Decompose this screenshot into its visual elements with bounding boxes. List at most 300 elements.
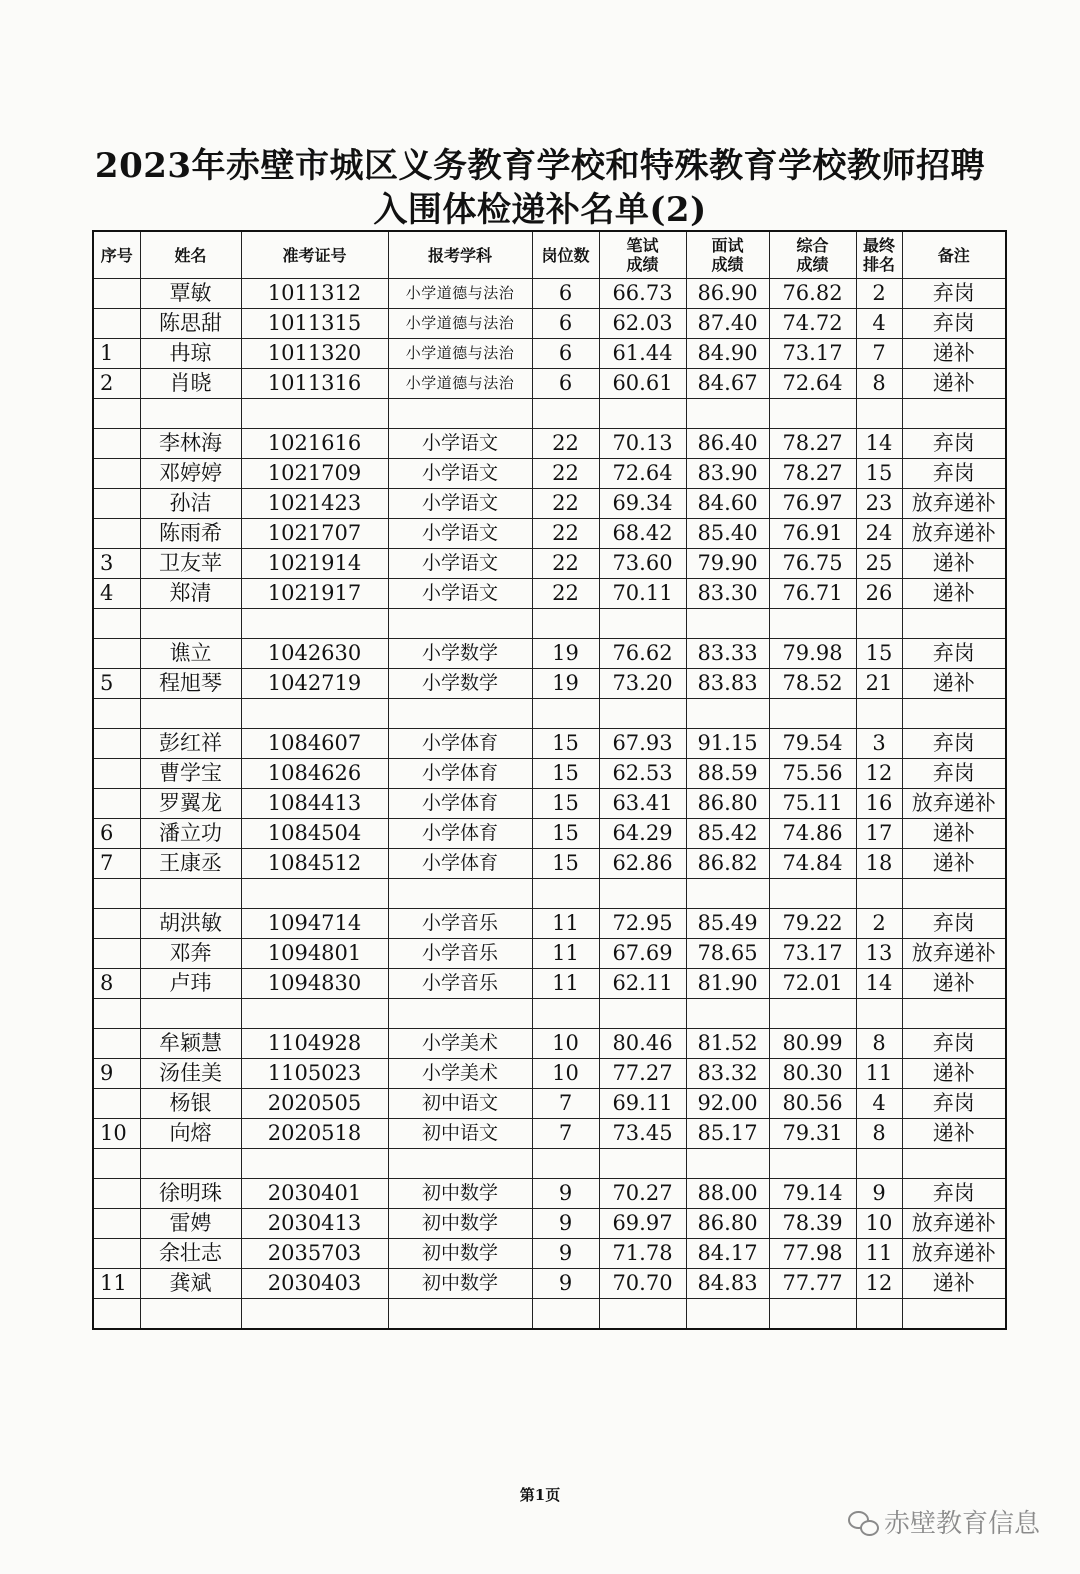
cell-overall-score <box>769 609 856 639</box>
cell-exam-id <box>241 1149 388 1179</box>
cell-subject <box>388 879 532 909</box>
header-interview-line1: 面试 <box>711 236 744 255</box>
cell-written-score: 62.03 <box>599 309 686 339</box>
cell-positions: 6 <box>532 369 599 399</box>
cell-name: 曹学宝 <box>140 759 241 789</box>
cell-final-rank: 23 <box>856 489 902 519</box>
cell-name: 冉琼 <box>140 339 241 369</box>
cell-subject <box>388 999 532 1029</box>
cell-name: 卫友苹 <box>140 549 241 579</box>
cell-subject <box>388 399 532 429</box>
cell-subject: 初中数学 <box>388 1179 532 1209</box>
cell-subject <box>388 1149 532 1179</box>
cell-index: 11 <box>93 1269 140 1299</box>
cell-overall-score: 79.31 <box>769 1119 856 1149</box>
cell-subject: 初中数学 <box>388 1269 532 1299</box>
cell-positions: 22 <box>532 429 599 459</box>
cell-positions: 11 <box>532 939 599 969</box>
table-row <box>93 729 1006 759</box>
cell-overall-score <box>769 699 856 729</box>
cell-overall-score: 76.91 <box>769 519 856 549</box>
cell-index <box>93 789 140 819</box>
cell-index: 3 <box>93 549 140 579</box>
cell-overall-score: 79.98 <box>769 639 856 669</box>
cell-remark: 递补 <box>902 969 1006 999</box>
cell-overall-score: 75.56 <box>769 759 856 789</box>
table-row <box>93 1239 1006 1269</box>
cell-interview-score <box>686 999 769 1029</box>
blank-separator-row <box>93 1149 1006 1179</box>
cell-final-rank: 24 <box>856 519 902 549</box>
cell-final-rank: 9 <box>856 1179 902 1209</box>
candidate-table <box>92 230 1007 1330</box>
cell-exam-id: 1094830 <box>241 969 388 999</box>
document-title: 2023年赤壁市城区义务教育学校和特殊教育学校教师招聘 <box>94 146 986 186</box>
cell-positions: 11 <box>532 909 599 939</box>
blank-separator-row <box>93 399 1006 429</box>
cell-final-rank: 12 <box>856 759 902 789</box>
cell-written-score: 69.34 <box>599 489 686 519</box>
cell-subject: 小学音乐 <box>388 939 532 969</box>
cell-remark: 递补 <box>902 849 1006 879</box>
cell-name: 牟颖慧 <box>140 1029 241 1059</box>
header-rank-line2: 排名 <box>862 255 895 274</box>
cell-positions: 6 <box>532 339 599 369</box>
cell-written-score: 69.11 <box>599 1089 686 1119</box>
cell-interview-score: 86.40 <box>686 429 769 459</box>
cell-name: 邓奔 <box>140 939 241 969</box>
cell-written-score: 61.44 <box>599 339 686 369</box>
cell-remark: 递补 <box>902 579 1006 609</box>
cell-subject: 小学数学 <box>388 639 532 669</box>
cell-exam-id: 1021707 <box>241 519 388 549</box>
cell-final-rank <box>856 1299 902 1330</box>
cell-written-score: 72.95 <box>599 909 686 939</box>
cell-name <box>140 879 241 909</box>
cell-final-rank: 15 <box>856 639 902 669</box>
cell-written-score: 80.46 <box>599 1029 686 1059</box>
cell-index <box>93 1089 140 1119</box>
cell-final-rank: 18 <box>856 849 902 879</box>
header-written-line1: 笔试 <box>626 236 659 255</box>
cell-written-score: 72.64 <box>599 459 686 489</box>
cell-index: 1 <box>93 339 140 369</box>
cell-positions: 6 <box>532 309 599 339</box>
cell-index <box>93 879 140 909</box>
page-number: 第1页 <box>519 1486 561 1504</box>
cell-positions <box>532 1299 599 1330</box>
cell-written-score: 66.73 <box>599 279 686 309</box>
cell-positions: 9 <box>532 1269 599 1299</box>
cell-exam-id: 1042719 <box>241 669 388 699</box>
table-row <box>93 459 1006 489</box>
cell-index <box>93 1029 140 1059</box>
cell-remark <box>902 699 1006 729</box>
cell-positions: 15 <box>532 729 599 759</box>
table-row <box>93 1059 1006 1089</box>
cell-interview-score: 83.83 <box>686 669 769 699</box>
cell-written-score: 73.20 <box>599 669 686 699</box>
table-row <box>93 489 1006 519</box>
cell-overall-score: 79.14 <box>769 1179 856 1209</box>
cell-index <box>93 429 140 459</box>
cell-remark: 弃岗 <box>902 279 1006 309</box>
cell-overall-score: 80.56 <box>769 1089 856 1119</box>
cell-name: 卢玮 <box>140 969 241 999</box>
cell-positions: 22 <box>532 549 599 579</box>
cell-remark: 放弃递补 <box>902 489 1006 519</box>
header-exam-id: 准考证号 <box>241 231 388 279</box>
cell-interview-score: 86.80 <box>686 789 769 819</box>
cell-remark: 递补 <box>902 549 1006 579</box>
cell-interview-score: 86.90 <box>686 279 769 309</box>
cell-overall-score: 74.84 <box>769 849 856 879</box>
cell-interview-score: 84.83 <box>686 1269 769 1299</box>
cell-positions <box>532 699 599 729</box>
cell-positions <box>532 399 599 429</box>
cell-overall-score: 72.64 <box>769 369 856 399</box>
cell-interview-score: 91.15 <box>686 729 769 759</box>
cell-overall-score: 76.97 <box>769 489 856 519</box>
cell-name: 陈雨希 <box>140 519 241 549</box>
cell-exam-id: 2035703 <box>241 1239 388 1269</box>
cell-exam-id <box>241 879 388 909</box>
cell-positions: 22 <box>532 459 599 489</box>
cell-written-score <box>599 879 686 909</box>
cell-overall-score: 73.17 <box>769 339 856 369</box>
cell-positions <box>532 999 599 1029</box>
cell-final-rank <box>856 399 902 429</box>
cell-remark: 放弃递补 <box>902 939 1006 969</box>
header-final-rank <box>856 231 902 279</box>
cell-exam-id: 2020518 <box>241 1119 388 1149</box>
cell-exam-id: 1011312 <box>241 279 388 309</box>
cell-final-rank <box>856 999 902 1029</box>
cell-overall-score: 78.39 <box>769 1209 856 1239</box>
cell-index <box>93 1239 140 1269</box>
cell-exam-id: 1084607 <box>241 729 388 759</box>
cell-overall-score: 78.27 <box>769 429 856 459</box>
cell-subject: 小学体育 <box>388 849 532 879</box>
table-row <box>93 519 1006 549</box>
cell-written-score: 62.11 <box>599 969 686 999</box>
cell-final-rank: 14 <box>856 969 902 999</box>
cell-exam-id <box>241 399 388 429</box>
cell-subject <box>388 609 532 639</box>
cell-exam-id: 2030401 <box>241 1179 388 1209</box>
cell-index: 8 <box>93 969 140 999</box>
cell-index <box>93 1299 140 1330</box>
cell-index <box>93 459 140 489</box>
cell-final-rank: 7 <box>856 339 902 369</box>
document-subtitle: 入围体检递补名单(2) <box>373 190 707 230</box>
cell-overall-score: 76.75 <box>769 549 856 579</box>
cell-final-rank: 21 <box>856 669 902 699</box>
cell-subject <box>388 1299 532 1330</box>
cell-overall-score: 78.52 <box>769 669 856 699</box>
table-row <box>93 579 1006 609</box>
cell-subject: 小学道德与法治 <box>388 339 532 369</box>
table-row <box>93 819 1006 849</box>
cell-final-rank <box>856 1149 902 1179</box>
cell-positions: 15 <box>532 819 599 849</box>
table-row <box>93 1269 1006 1299</box>
cell-remark: 弃岗 <box>902 429 1006 459</box>
header-overall-line1: 综合 <box>796 236 829 255</box>
cell-index: 10 <box>93 1119 140 1149</box>
cell-final-rank <box>856 879 902 909</box>
cell-remark: 递补 <box>902 1059 1006 1089</box>
cell-overall-score: 76.82 <box>769 279 856 309</box>
table-row <box>93 849 1006 879</box>
cell-written-score: 69.97 <box>599 1209 686 1239</box>
cell-index <box>93 279 140 309</box>
cell-overall-score: 80.30 <box>769 1059 856 1089</box>
cell-final-rank: 26 <box>856 579 902 609</box>
table-row <box>93 1209 1006 1239</box>
cell-interview-score: 85.40 <box>686 519 769 549</box>
cell-name <box>140 999 241 1029</box>
cell-exam-id: 1021917 <box>241 579 388 609</box>
cell-subject: 小学体育 <box>388 759 532 789</box>
cell-remark: 递补 <box>902 819 1006 849</box>
table-row <box>93 789 1006 819</box>
cell-index <box>93 399 140 429</box>
cell-subject: 小学语文 <box>388 519 532 549</box>
cell-overall-score: 73.17 <box>769 939 856 969</box>
cell-positions <box>532 609 599 639</box>
cell-name: 余壮志 <box>140 1239 241 1269</box>
cell-remark: 递补 <box>902 669 1006 699</box>
cell-written-score: 68.42 <box>599 519 686 549</box>
cell-positions: 19 <box>532 669 599 699</box>
cell-index: 9 <box>93 1059 140 1089</box>
cell-name: 邓婷婷 <box>140 459 241 489</box>
cell-exam-id: 1021709 <box>241 459 388 489</box>
cell-exam-id: 2020505 <box>241 1089 388 1119</box>
cell-final-rank <box>856 609 902 639</box>
cell-name: 胡洪敏 <box>140 909 241 939</box>
cell-positions: 7 <box>532 1119 599 1149</box>
cell-interview-score: 81.52 <box>686 1029 769 1059</box>
cell-index <box>93 1209 140 1239</box>
cell-remark <box>902 1299 1006 1330</box>
table-row <box>93 309 1006 339</box>
cell-overall-score: 72.01 <box>769 969 856 999</box>
cell-written-score: 76.62 <box>599 639 686 669</box>
cell-exam-id <box>241 609 388 639</box>
cell-final-rank: 2 <box>856 279 902 309</box>
cell-positions: 22 <box>532 489 599 519</box>
cell-interview-score: 83.30 <box>686 579 769 609</box>
cell-subject: 小学音乐 <box>388 909 532 939</box>
cell-exam-id: 1084626 <box>241 759 388 789</box>
cell-index <box>93 309 140 339</box>
cell-exam-id: 1011316 <box>241 369 388 399</box>
cell-index <box>93 909 140 939</box>
cell-index <box>93 519 140 549</box>
cell-exam-id: 1042630 <box>241 639 388 669</box>
table-row <box>93 549 1006 579</box>
blank-separator-row <box>93 999 1006 1029</box>
cell-final-rank <box>856 699 902 729</box>
cell-exam-id: 1021423 <box>241 489 388 519</box>
table-row <box>93 939 1006 969</box>
cell-name: 汤佳美 <box>140 1059 241 1089</box>
cell-subject: 初中语文 <box>388 1089 532 1119</box>
blank-separator-row <box>93 879 1006 909</box>
table-row <box>93 369 1006 399</box>
cell-index: 4 <box>93 579 140 609</box>
table-row <box>93 429 1006 459</box>
cell-name <box>140 1149 241 1179</box>
cell-remark <box>902 1149 1006 1179</box>
cell-final-rank: 25 <box>856 549 902 579</box>
cell-name: 孙洁 <box>140 489 241 519</box>
cell-overall-score: 77.77 <box>769 1269 856 1299</box>
cell-exam-id: 1021914 <box>241 549 388 579</box>
cell-positions <box>532 879 599 909</box>
cell-subject: 小学语文 <box>388 459 532 489</box>
cell-index: 7 <box>93 849 140 879</box>
cell-interview-score <box>686 879 769 909</box>
cell-interview-score: 88.00 <box>686 1179 769 1209</box>
cell-name: 郑清 <box>140 579 241 609</box>
cell-written-score: 63.41 <box>599 789 686 819</box>
cell-index <box>93 759 140 789</box>
cell-final-rank: 15 <box>856 459 902 489</box>
cell-exam-id: 1094801 <box>241 939 388 969</box>
table-row <box>93 1089 1006 1119</box>
cell-exam-id: 1021616 <box>241 429 388 459</box>
header-remark: 备注 <box>902 231 1006 279</box>
cell-final-rank: 4 <box>856 309 902 339</box>
cell-final-rank: 4 <box>856 1089 902 1119</box>
cell-remark <box>902 999 1006 1029</box>
cell-name <box>140 1299 241 1330</box>
cell-written-score: 77.27 <box>599 1059 686 1089</box>
cell-exam-id: 2030403 <box>241 1269 388 1299</box>
cell-written-score <box>599 699 686 729</box>
cell-name: 彭红祥 <box>140 729 241 759</box>
cell-exam-id: 1105023 <box>241 1059 388 1089</box>
cell-exam-id: 1084504 <box>241 819 388 849</box>
cell-index: 2 <box>93 369 140 399</box>
cell-written-score <box>599 1299 686 1330</box>
cell-remark <box>902 399 1006 429</box>
cell-subject: 小学道德与法治 <box>388 309 532 339</box>
cell-remark: 递补 <box>902 339 1006 369</box>
table-row <box>93 1179 1006 1209</box>
cell-interview-score <box>686 1299 769 1330</box>
cell-overall-score: 80.99 <box>769 1029 856 1059</box>
cell-written-score: 60.61 <box>599 369 686 399</box>
cell-written-score: 73.45 <box>599 1119 686 1149</box>
cell-positions: 10 <box>532 1059 599 1089</box>
cell-interview-score: 85.42 <box>686 819 769 849</box>
header-overall-line2: 成绩 <box>796 255 829 274</box>
cell-final-rank: 12 <box>856 1269 902 1299</box>
cell-overall-score <box>769 1299 856 1330</box>
cell-subject: 小学语文 <box>388 579 532 609</box>
cell-interview-score: 79.90 <box>686 549 769 579</box>
cell-remark: 弃岗 <box>902 1029 1006 1059</box>
cell-index <box>93 1179 140 1209</box>
table-row <box>93 279 1006 309</box>
cell-overall-score: 77.98 <box>769 1239 856 1269</box>
cell-written-score: 64.29 <box>599 819 686 849</box>
cell-written-score: 70.11 <box>599 579 686 609</box>
cell-final-rank: 17 <box>856 819 902 849</box>
table-row <box>93 669 1006 699</box>
header-interview-line2: 成绩 <box>711 255 744 274</box>
cell-final-rank: 8 <box>856 1029 902 1059</box>
cell-interview-score: 83.90 <box>686 459 769 489</box>
cell-name: 陈思甜 <box>140 309 241 339</box>
cell-final-rank: 16 <box>856 789 902 819</box>
cell-index <box>93 639 140 669</box>
cell-written-score <box>599 1149 686 1179</box>
cell-remark: 放弃递补 <box>902 1239 1006 1269</box>
cell-remark: 放弃递补 <box>902 789 1006 819</box>
cell-index <box>93 489 140 519</box>
cell-final-rank: 11 <box>856 1239 902 1269</box>
header-name: 姓名 <box>140 231 241 279</box>
cell-interview-score: 84.90 <box>686 339 769 369</box>
cell-name: 雷娉 <box>140 1209 241 1239</box>
cell-remark: 递补 <box>902 1269 1006 1299</box>
cell-remark: 弃岗 <box>902 759 1006 789</box>
header-overall-score <box>769 231 856 279</box>
cell-exam-id: 1011315 <box>241 309 388 339</box>
cell-positions: 7 <box>532 1089 599 1119</box>
cell-interview-score <box>686 1149 769 1179</box>
cell-subject: 初中数学 <box>388 1209 532 1239</box>
cell-remark: 弃岗 <box>902 459 1006 489</box>
cell-final-rank: 8 <box>856 1119 902 1149</box>
cell-positions <box>532 1149 599 1179</box>
cell-exam-id: 1104928 <box>241 1029 388 1059</box>
header-interview-score <box>686 231 769 279</box>
cell-exam-id <box>241 1299 388 1330</box>
cell-final-rank: 10 <box>856 1209 902 1239</box>
cell-written-score: 71.78 <box>599 1239 686 1269</box>
cell-interview-score <box>686 699 769 729</box>
cell-positions: 15 <box>532 849 599 879</box>
cell-remark: 弃岗 <box>902 1179 1006 1209</box>
cell-subject: 小学体育 <box>388 729 532 759</box>
cell-interview-score: 84.17 <box>686 1239 769 1269</box>
cell-subject: 小学体育 <box>388 789 532 819</box>
cell-name: 王康丞 <box>140 849 241 879</box>
cell-overall-score: 79.54 <box>769 729 856 759</box>
cell-final-rank: 11 <box>856 1059 902 1089</box>
cell-subject: 小学数学 <box>388 669 532 699</box>
header-written-line2: 成绩 <box>626 255 659 274</box>
header-subject: 报考学科 <box>388 231 532 279</box>
cell-interview-score: 81.90 <box>686 969 769 999</box>
cell-exam-id <box>241 999 388 1029</box>
cell-name: 徐明珠 <box>140 1179 241 1209</box>
cell-positions: 10 <box>532 1029 599 1059</box>
cell-written-score: 70.27 <box>599 1179 686 1209</box>
cell-positions: 15 <box>532 759 599 789</box>
cell-name: 覃敏 <box>140 279 241 309</box>
table-header-row <box>93 231 1006 279</box>
cell-name: 谯立 <box>140 639 241 669</box>
cell-positions: 9 <box>532 1209 599 1239</box>
cell-exam-id: 1084512 <box>241 849 388 879</box>
